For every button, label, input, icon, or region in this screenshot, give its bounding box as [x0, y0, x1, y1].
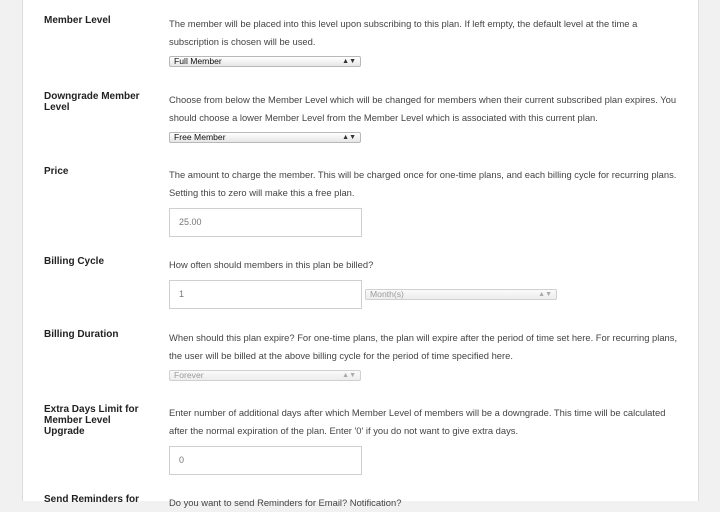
select-arrows-icon: ▲▼: [538, 291, 552, 298]
select-arrows-icon: ▲▼: [342, 134, 356, 141]
send-reminders-description: Do you want to send Reminders for Email? Notification?: [169, 497, 402, 508]
downgrade-level-label: Downgrade Member Level: [44, 91, 140, 113]
price-label: Price: [44, 166, 69, 177]
member-level-description: The member will be placed into this level upon subscribing to this plan. If left empty, the default level at the time a subscription is chosen will be used.: [169, 18, 638, 47]
billing-cycle-unit-select[interactable]: [365, 289, 557, 300]
select-arrows-icon: ▲▼: [342, 372, 356, 379]
member-level-select[interactable]: [169, 56, 361, 67]
billing-duration-selected: Forever: [174, 370, 204, 380]
price-description: The amount to charge the member. This will be charged once for one-time plans, and each billing cycle for recurring plans. Setting this to zero will make this a free plan.: [169, 169, 677, 198]
billing-cycle-unit-selected: Month(s): [370, 289, 404, 299]
member-level-selected: Full Member: [174, 56, 222, 66]
billing-cycle-input[interactable]: 1: [169, 280, 362, 309]
downgrade-level-description: Choose from below the Member Level which will be changed for members when their current subscribed plan expires. You should choose a lower Member Level from the Member Level which is associated with this current plan.: [169, 94, 677, 123]
billing-duration-label: Billing Duration: [44, 329, 119, 340]
price-input[interactable]: 25.00: [169, 208, 362, 237]
billing-cycle-label: Billing Cycle: [44, 256, 105, 267]
plan-settings-panel: [22, 0, 699, 508]
send-reminders-label: Send Reminders for: [44, 494, 140, 505]
downgrade-level-select[interactable]: [169, 132, 361, 143]
billing-duration-select[interactable]: [169, 370, 361, 381]
downgrade-level-selected: Free Member: [174, 132, 226, 142]
extra-days-input[interactable]: 0: [169, 446, 362, 475]
billing-duration-description: When should this plan expire? For one-time plans, the plan will expire after the period of time set here. For recurring plans, the user will be billed at the above billing cycle for the period of time specified here.: [169, 332, 678, 361]
extra-days-label: Extra Days Limit for Member Level Upgrade: [44, 404, 139, 437]
member-level-label: Member Level: [44, 15, 111, 26]
billing-cycle-description: How often should members in this plan be billed?: [169, 259, 374, 270]
extra-days-description: Enter number of additional days after which Member Level of members will be a downgrade. This time will be calculated after the normal expiration of the plan. Enter '0' if you do not want to give extra days.: [169, 407, 666, 436]
select-arrows-icon: ▲▼: [342, 58, 356, 65]
